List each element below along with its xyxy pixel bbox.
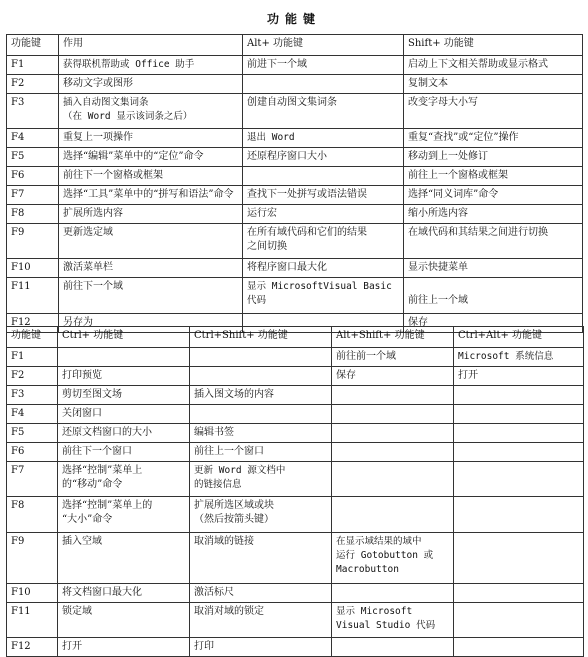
table-cell	[332, 584, 454, 603]
table-row	[7, 386, 584, 405]
table1-header-cell: 功能键	[7, 35, 59, 56]
table-cell	[454, 603, 584, 638]
table-cell: 插入图文场的内容	[190, 386, 332, 405]
key-label: F2	[7, 75, 59, 94]
table-cell	[454, 443, 584, 462]
table-cell: 改变字母大小写	[404, 94, 583, 129]
table-cell	[454, 638, 584, 657]
table-cell: 前进下一个域	[243, 56, 404, 75]
table-row	[7, 278, 583, 314]
table-cell: 将文档窗口最大化	[58, 584, 190, 603]
table-cell: Microsoft 系统信息	[454, 348, 584, 367]
table-cell: 关闭窗口	[58, 405, 190, 424]
table-cell: 扩展所选区域或块 （然后按箭头键）	[190, 497, 332, 533]
table-row	[7, 148, 583, 167]
table-cell: 在显示域结果的域中 运行 Gotobutton 或 Macrobutton	[332, 533, 454, 584]
table-cell: 前往下一个域	[59, 278, 243, 314]
table-cell	[190, 348, 332, 367]
table2-header-cell: Ctrl+ 功能键	[58, 327, 190, 348]
table-row	[7, 603, 584, 638]
table-cell: 选择“控制”菜单上的 “大小”命令	[58, 497, 190, 533]
table-cell: 保存	[404, 314, 583, 333]
key-label: F6	[7, 167, 59, 186]
table-cell: 选择“同义词库”命令	[404, 186, 583, 205]
table-cell: 选择“控制”菜单上 的“移动”命令	[58, 462, 190, 497]
key-label: F12	[7, 638, 58, 657]
table-cell: 取消域的链接	[190, 533, 332, 584]
table-cell	[454, 386, 584, 405]
key-label: F7	[7, 186, 59, 205]
table-cell: 打开	[58, 638, 190, 657]
table-row	[7, 186, 583, 205]
key-label: F9	[7, 533, 58, 584]
table-cell: 缩小所选内容	[404, 205, 583, 224]
table-cell: 重复“查找”或“定位”操作	[404, 129, 583, 148]
table-row	[7, 94, 583, 129]
key-label: F1	[7, 56, 59, 75]
table1-header-row	[7, 35, 583, 56]
table-cell: 插入空域	[58, 533, 190, 584]
table2-header-row	[7, 327, 584, 348]
table-cell: 打印预览	[58, 367, 190, 386]
table-cell: 更新选定域	[59, 224, 243, 259]
table1-header-cell: Alt+ 功能键	[243, 35, 404, 56]
key-label: F1	[7, 348, 58, 367]
table-cell	[332, 443, 454, 462]
table-cell	[190, 405, 332, 424]
table-cell: 取消对域的锁定	[190, 603, 332, 638]
key-label: F3	[7, 386, 58, 405]
table-row	[7, 405, 584, 424]
shortcut-table-2	[6, 326, 584, 657]
table-cell: 剪切至图文场	[58, 386, 190, 405]
key-label: F9	[7, 224, 59, 259]
table-row	[7, 56, 583, 75]
table2-header-cell: 功能键	[7, 327, 58, 348]
table-cell	[243, 75, 404, 94]
table-cell	[332, 638, 454, 657]
table-cell: 锁定域	[58, 603, 190, 638]
key-label: F5	[7, 424, 58, 443]
table-cell: 将程序窗口最大化	[243, 259, 404, 278]
table-cell	[454, 424, 584, 443]
table-cell: 在域代码和其结果之间进行切换	[404, 224, 583, 259]
page-title: 功能键	[266, 12, 321, 26]
table-cell	[243, 167, 404, 186]
table-cell: 前往下一个窗格或框架	[59, 167, 243, 186]
table-row	[7, 584, 584, 603]
table-cell: 另存为	[59, 314, 243, 333]
key-label: F2	[7, 367, 58, 386]
table-row	[7, 462, 584, 497]
table-cell: 前往下一个窗口	[58, 443, 190, 462]
table-cell: 插入自动图文集词条 （在 Word 显示该词条之后）	[59, 94, 243, 129]
table-row	[7, 205, 583, 224]
key-label: F10	[7, 584, 58, 603]
table-cell	[454, 462, 584, 497]
table-cell	[332, 386, 454, 405]
table-cell: 运行宏	[243, 205, 404, 224]
table-cell: 保存	[332, 367, 454, 386]
key-label: F4	[7, 405, 58, 424]
shortcut-table-1-body	[7, 35, 583, 333]
key-label: F6	[7, 443, 58, 462]
key-label: F5	[7, 148, 59, 167]
table-cell: 显示 Microsoft Visual Studio 代码	[332, 603, 454, 638]
table-cell	[332, 405, 454, 424]
table-cell: 显示 MicrosoftVisual Basic 代码	[243, 278, 404, 314]
table-cell	[58, 348, 190, 367]
table-cell: 编辑书签	[190, 424, 332, 443]
table-row	[7, 367, 584, 386]
table-cell: 前往上一个域	[404, 278, 583, 314]
table-row	[7, 167, 583, 186]
table-cell: 还原程序窗口大小	[243, 148, 404, 167]
table-cell: 打开	[454, 367, 584, 386]
table-cell: 移动到上一处修订	[404, 148, 583, 167]
table-cell: 获得联机帮助或 Office 助手	[59, 56, 243, 75]
table-row	[7, 638, 584, 657]
table-cell: 移动文字或图形	[59, 75, 243, 94]
key-label: F3	[7, 94, 59, 129]
table-cell: 扩展所选内容	[59, 205, 243, 224]
table-cell: 复制文本	[404, 75, 583, 94]
table-cell	[454, 584, 584, 603]
table-cell: 更新 Word 源文档中 的链接信息	[190, 462, 332, 497]
table-row	[7, 533, 584, 584]
table-cell: 激活标尺	[190, 584, 332, 603]
table-cell: 查找下一处拼写或语法错误	[243, 186, 404, 205]
table-cell	[332, 497, 454, 533]
table1-header-cell: 作用	[59, 35, 243, 56]
key-label: F12	[7, 314, 59, 333]
table-row	[7, 443, 584, 462]
table-cell: 前往前一个域	[332, 348, 454, 367]
table2-header-cell: Ctrl+Shift+ 功能键	[190, 327, 332, 348]
table-cell: 退出 Word	[243, 129, 404, 148]
table-cell: 启动上下文相关帮助或显示格式	[404, 56, 583, 75]
table-row	[7, 75, 583, 94]
table-cell	[454, 533, 584, 584]
table-cell	[332, 424, 454, 443]
table1-header-cell: Shift+ 功能键	[404, 35, 583, 56]
table-cell: 重复上一项操作	[59, 129, 243, 148]
table-cell: 在所有域代码和它们的结果 之间切换	[243, 224, 404, 259]
table-row	[7, 224, 583, 259]
table-cell	[454, 405, 584, 424]
key-label: F11	[7, 278, 59, 314]
key-label: F11	[7, 603, 58, 638]
table-cell: 前往上一个窗格或框架	[404, 167, 583, 186]
table-cell: 选择“编辑”菜单中的“定位”命令	[59, 148, 243, 167]
shortcut-table-2-body	[7, 327, 584, 657]
table-row	[7, 497, 584, 533]
table-cell	[332, 462, 454, 497]
table-cell: 激活菜单栏	[59, 259, 243, 278]
key-label: F10	[7, 259, 59, 278]
key-label: F8	[7, 205, 59, 224]
key-label: F8	[7, 497, 58, 533]
table-row	[7, 129, 583, 148]
shortcut-table-1	[6, 34, 583, 333]
table-cell	[454, 497, 584, 533]
table-cell: 显示快捷菜单	[404, 259, 583, 278]
table-row	[7, 259, 583, 278]
key-label: F7	[7, 462, 58, 497]
table-cell: 前往上一个窗口	[190, 443, 332, 462]
table-row	[7, 348, 584, 367]
table2-header-cell: Alt+Shift+ 功能键	[332, 327, 454, 348]
table-cell: 创建自动图文集词条	[243, 94, 404, 129]
table-cell: 打印	[190, 638, 332, 657]
table-row	[7, 424, 584, 443]
key-label: F4	[7, 129, 59, 148]
table-cell: 还原文档窗口的大小	[58, 424, 190, 443]
table-cell: 选择“工具”菜单中的“拼写和语法”命令	[59, 186, 243, 205]
table-cell	[190, 367, 332, 386]
table2-header-cell: Ctrl+Alt+ 功能键	[454, 327, 584, 348]
